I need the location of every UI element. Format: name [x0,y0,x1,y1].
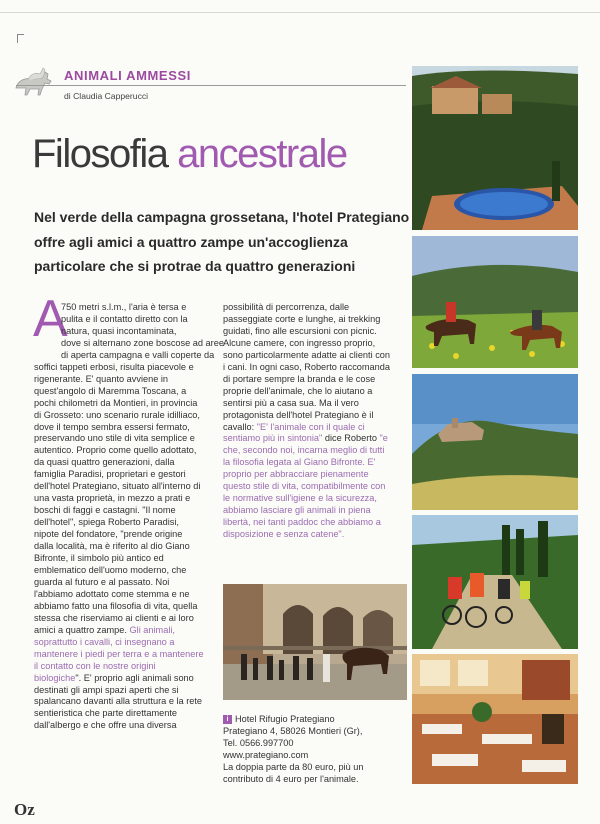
article-line: proprio per abbracciare pienamente [223,469,369,480]
article-line: emblematico dell'uomo moderno, che [34,564,187,575]
article-line: Alcune camere, con ingresso proprio, [223,337,376,348]
hotel-website: www.prategiano.com [223,749,309,760]
pull-quote-fragment: Gli animali, [129,624,175,635]
article-line: di portare sempre la branda e le cose [223,373,376,384]
article-line: guidati, fino alle escursioni con picnic. [223,325,377,336]
article-line: rigenerante. E' quanto avviene in [34,373,169,384]
title-part-1: Filosofia [32,132,168,176]
pull-quote-fragment: biologiche [34,672,76,683]
article-line: stessa che riserviamo ai clienti e ai loro [34,612,194,623]
article-line [223,422,407,434]
article-line: soprattutto i cavalli, ci insegnano a [34,636,175,647]
article-line: protagonista dell'hotel Prategiano è il [223,409,374,420]
article-line: sono particolarmente adatte ai clienti con [223,349,391,360]
crop-mark [17,34,24,43]
article-line: famiglia Paradisi, proprietari e gestori [34,469,186,480]
article-line: disposizione e senza catene". [223,529,345,540]
article-line: dove il tempo sembra essersi fermato, [34,421,190,432]
article-line: questo stile di vita, compatibilmente con [223,481,386,492]
article-line: proprie dell'animale, che lo aiutano a [223,385,373,396]
hotel-price-line: La doppia parte da 80 euro, più un [223,761,364,772]
article-line: 750 metri s.l.m., l'aria è tersa e [61,302,187,312]
horse-riders-photo [412,236,578,368]
standfirst-line: particolare che si protrae da quattro generazioni [34,258,356,274]
hotel-phone: Tel. 0566.997700 [223,737,294,748]
article-line: di Grosseto: uno scenario rurale idilliaco, [34,409,200,420]
standfirst [34,205,410,279]
article-line: il contatto con le nostre origini [34,660,156,671]
article-line: boschi di faggi e castagni. "Il nome [34,505,176,516]
article-line: autentico. Proprio come quello adottato, [34,445,197,456]
cyclists-photo [412,515,578,649]
article-line: abbiamo lasciare gli animali in piena [223,505,371,516]
standfirst-line: Nel verde della campagna grossetana, l'hotel Prategiano [34,209,410,225]
standfirst-line: offre agli amici a quattro zampe un'accoglienza [34,233,348,250]
pull-quote-fragment: sentiamo più in sintonia" [223,433,323,444]
article-line: di aperta campagna e valli coperte da [61,349,215,360]
article-line: una vasta proprietà, in mezzo a prati e [34,493,191,504]
drop-cap: A [33,290,68,348]
article-line: Bifronte, il simbolo più antico ed [34,553,164,564]
article-line: dell'hotel", spiega Roberto Paradisi, [34,517,179,528]
article-line: pochi chilometri da Montieri, in provincia [34,397,198,408]
header-rule [16,85,406,86]
article-line: nipote del fondatore, "prende origine [34,529,183,540]
article-line: dove si alternano zone boscose ad aree [61,337,224,348]
hotel-price-line: contributo di 4 euro per l'animale. [223,773,359,784]
hotel-info-head [223,714,407,726]
article-line: preservando uno stile di vita semplice e [34,433,195,444]
article-column-2 [223,302,407,541]
article-column-1 [34,302,224,732]
hotel-courtyard-photo [223,584,407,700]
pull-quote-fragment: "e [379,433,388,444]
article-line: che, secondo noi, incarna meglio di tutti [223,445,385,456]
article-line: pulita e il contatto diretto con la [61,313,188,324]
article-line: sentieristica che parte direttamente [34,708,177,719]
article-line: le normative sull'igiene e la sicurezza, [223,493,377,504]
magazine-logo: Oz [14,800,35,819]
animals-logo-icon [12,62,56,98]
restaurant-interior-photo [412,654,578,784]
article-line: la filosofia legata al Giano Bifronte. E' [223,457,376,468]
article-line: quest'angolo di Maremma Toscana, a [34,385,187,396]
article-line: sentirsi più a casa sua. Ma il vero [223,397,359,408]
article-line: i cani. In ogni caso, Roberto raccomanda [223,361,390,372]
article-line-text: dice Roberto [324,433,377,444]
article-line [34,625,216,637]
page-title [32,132,347,177]
article-line: guarda al futuro e al passato. Noi [34,576,170,587]
hotel-info-box [223,714,407,786]
article-line: passeggiate corte e lunghe, ai trekking [223,313,381,324]
article-line: dell'hotel Prategiano, situato all'interno di [34,481,201,492]
article-line: dalla località, ma è riferito al dio Giano [34,541,190,552]
article-line: soffici tappeti erbosi, risulta piacevole e [34,361,194,372]
info-icon: i [223,715,232,724]
hotel-address: Prategiano 4, 58026 Montieri (Gr), [223,725,363,736]
pull-quote-fragment: "E' l'animale con il quale ci [256,421,365,432]
article-line: natura, quasi incontaminata, [61,325,177,336]
article-line-text: amici a quattro zampe. [34,624,127,635]
article-line: spalancano davanti alla struttura e la rete [34,696,203,707]
top-rule [0,12,600,13]
article-line: dall'albergo e che offre una diversa [34,720,177,731]
article-line-text: ". E' proprio agli animali sono [75,672,194,683]
hotel-name: Hotel Rifugio Prategiano [235,714,335,724]
article-line: abbiamo fatto una filosofia di vita, quella [34,600,198,611]
byline: di Claudia Capperucci [64,91,149,101]
title-part-2: ancestrale [177,132,347,176]
article-line [34,673,216,685]
article-line-text: cavallo: [223,421,255,432]
article-line: l'abbiamo adottato come stemma e ne [34,588,190,599]
article-line: possibilità di percorrenza, dalle [223,302,350,312]
hill-village-photo [412,374,578,510]
section-title: ANIMALI AMMESSI [64,68,191,83]
article-line: da quasi quattro generazioni, dalla [34,457,175,468]
hotel-pool-photo [412,66,578,230]
article-line: libertà, nei tanti paddoc che abbiamo a [223,517,381,528]
article-line: destinati gli ampi spazi aperti che si [34,684,179,695]
article-line [223,433,407,445]
article-line: mantenere i piedi per terra e a mantenere [34,648,204,659]
